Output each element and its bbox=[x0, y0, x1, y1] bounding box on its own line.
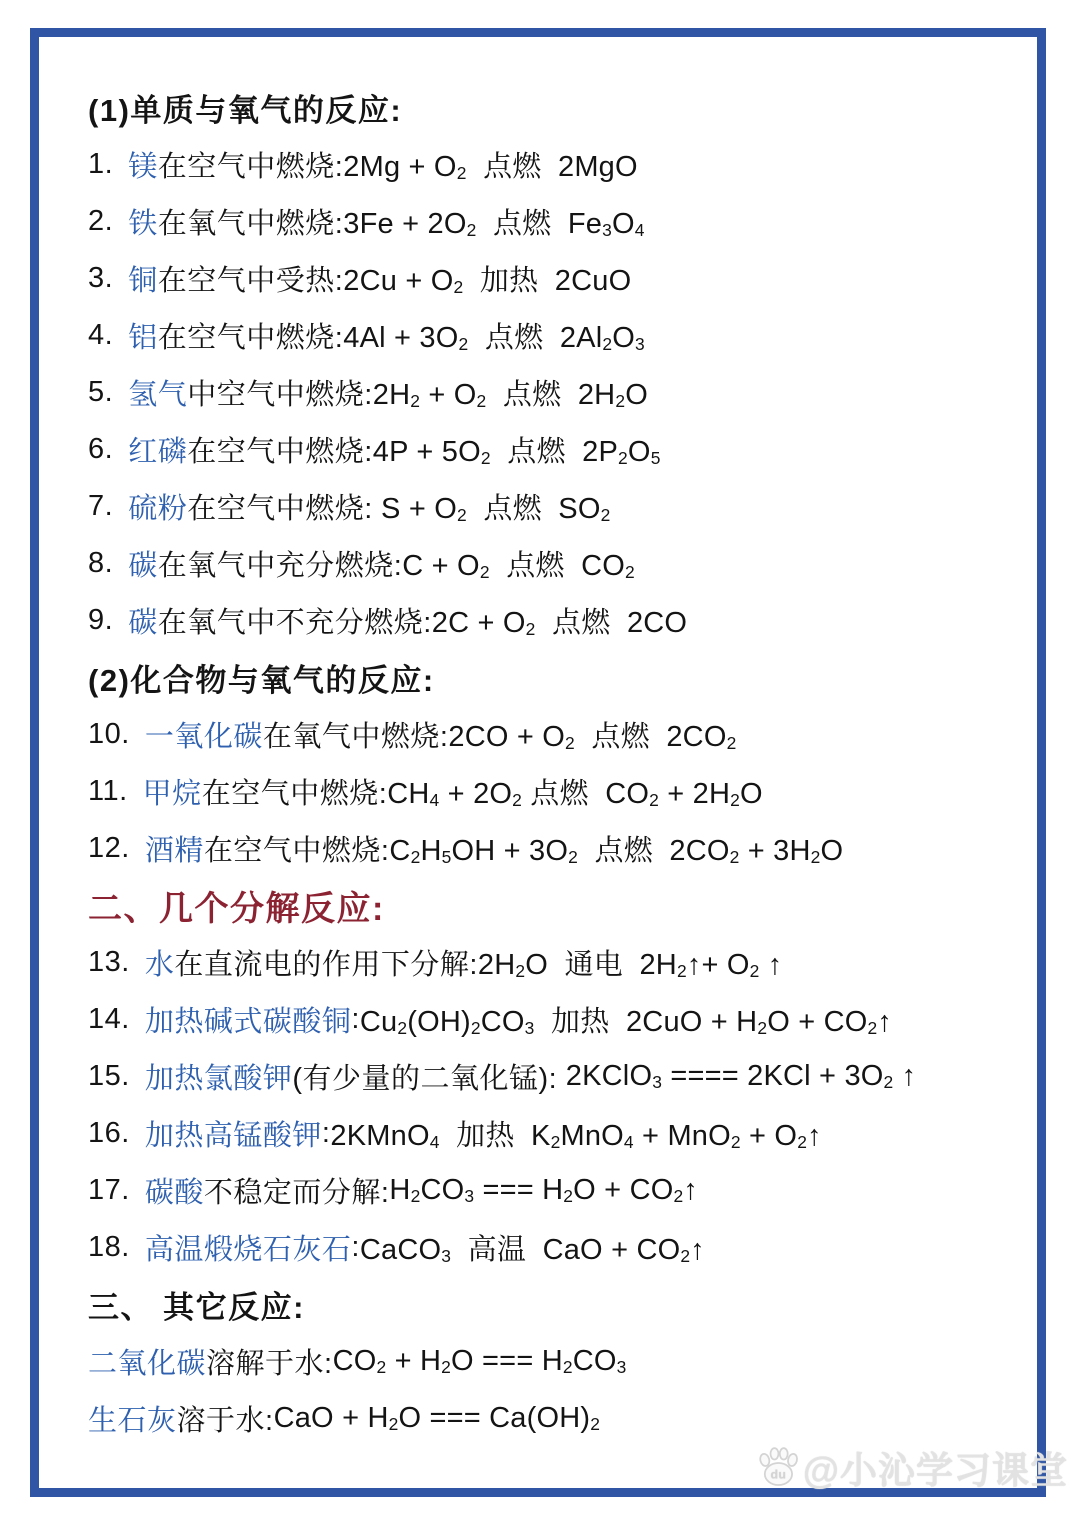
reaction-keyword: 碳 bbox=[128, 607, 158, 639]
item-number: 2. bbox=[88, 205, 114, 237]
reaction-keyword: 二氧化碳 bbox=[88, 1348, 207, 1380]
reaction-line bbox=[88, 193, 1009, 250]
reaction-line bbox=[88, 1105, 1009, 1162]
watermark-text: @小沁学习课堂 bbox=[802, 1450, 1068, 1491]
reaction-text: (有少量的二氧化锰): bbox=[292, 1063, 566, 1095]
reaction-text: : bbox=[321, 1117, 331, 1149]
reaction-text: 在空气中燃烧: bbox=[157, 322, 344, 354]
watermark bbox=[756, 1440, 1068, 1494]
item-number: 7. bbox=[88, 490, 114, 522]
item-number: 5. bbox=[88, 376, 114, 408]
reaction-line bbox=[88, 250, 1009, 307]
reaction-keyword: 加热碱式碳酸铜 bbox=[144, 1006, 352, 1038]
reaction-line bbox=[88, 1219, 1009, 1276]
reaction-text: 在氧气中燃烧: bbox=[262, 721, 449, 753]
chemical-equation: 2KMnO$_4$ 加热 $K_2MnO_4 + MnO_2$ + $O_2↑$ bbox=[330, 1120, 822, 1153]
reaction-line bbox=[88, 706, 1009, 763]
reaction-line bbox=[88, 421, 1009, 478]
section-heading: 三、 其它反应: bbox=[88, 1290, 305, 1325]
reaction-keyword: 水 bbox=[144, 949, 175, 981]
chemical-equation: $2Mg + O_2$ 点燃 2MgO bbox=[343, 151, 638, 184]
item-number: 10. bbox=[88, 718, 130, 750]
reaction-keyword: 甲烷 bbox=[142, 778, 202, 810]
reaction-text: 不稳定而分解: bbox=[203, 1177, 390, 1209]
reaction-text: 在空气中燃烧: bbox=[157, 151, 344, 183]
item-number: 1. bbox=[88, 148, 114, 180]
reaction-text: : bbox=[351, 1231, 360, 1263]
chemical-equation: $CO_2 + H_2O$ === $H_2CO_3$ bbox=[332, 1345, 627, 1378]
reaction-text: 在氧气中燃烧: bbox=[157, 208, 344, 240]
reaction-keyword: 加热高锰酸钾 bbox=[144, 1120, 322, 1152]
reaction-keyword: 氢气 bbox=[128, 379, 188, 411]
section-heading: (1)单质与氧气的反应: bbox=[88, 93, 403, 128]
item-number: 6. bbox=[88, 433, 114, 465]
chemical-equation: $Cu_2(OH)_2CO_3$ 加热 $2CuO + H_2O$ + $CO_2↑$ bbox=[359, 1006, 893, 1039]
reaction-line bbox=[88, 478, 1009, 535]
baidu-paw-icon bbox=[756, 1445, 800, 1489]
item-number: 12. bbox=[88, 832, 130, 864]
chemical-equation: $CH_4 + 2O_2$ 点燃 $CO_2 + 2H_2O$ bbox=[387, 778, 763, 811]
item-number: 13. bbox=[88, 946, 130, 978]
reaction-keyword: 生石灰 bbox=[88, 1405, 177, 1437]
item-number: 4. bbox=[88, 319, 114, 351]
reaction-keyword: 铁 bbox=[128, 208, 158, 240]
reaction-line bbox=[88, 535, 1009, 592]
chemical-equation: 2KClO$_3$ ==== $2KCl + 3O_2$ ↑ bbox=[565, 1060, 917, 1093]
chemical-equation: $4P + 5O_2$ 点燃 $2P_2O_5$ bbox=[372, 436, 661, 469]
reaction-text: 在空气中燃烧: bbox=[187, 436, 373, 468]
item-number: 17. bbox=[88, 1174, 130, 1206]
reaction-keyword: 铝 bbox=[128, 322, 158, 354]
reaction-text: 在空气中燃烧: bbox=[203, 835, 390, 867]
reaction-text: 溶于水: bbox=[176, 1405, 274, 1437]
reaction-keyword: 一氧化碳 bbox=[144, 721, 263, 753]
reaction-line bbox=[88, 307, 1009, 364]
item-number: 8. bbox=[88, 547, 114, 579]
reaction-keyword: 酒精 bbox=[144, 835, 204, 867]
reaction-line bbox=[88, 1333, 1009, 1390]
reaction-text: 中空气中燃烧: bbox=[187, 379, 373, 411]
reaction-line bbox=[88, 364, 1009, 421]
reaction-line bbox=[88, 1390, 1009, 1447]
reaction-text: 在空气中燃烧: bbox=[187, 493, 373, 525]
reaction-line bbox=[88, 820, 1009, 877]
reaction-text: 在空气中燃烧: bbox=[201, 778, 388, 810]
reaction-line bbox=[88, 991, 1009, 1048]
item-number: 3. bbox=[88, 262, 114, 294]
reaction-keyword: 红磷 bbox=[128, 436, 188, 468]
chemical-equation: $2H_2O$ 通电 $2H_2↑+ O_2$ ↑ bbox=[477, 949, 783, 982]
reaction-line bbox=[88, 763, 1009, 820]
reaction-keyword: 高温煅烧石灰石 bbox=[144, 1234, 352, 1266]
reaction-text: 在空气中受热: bbox=[157, 265, 344, 297]
reaction-text: 在直流电的作用下分解: bbox=[174, 949, 478, 981]
reaction-keyword: 硫粉 bbox=[128, 493, 188, 525]
svg-text:du: du bbox=[770, 1467, 787, 1482]
reaction-text: 在氧气中充分燃烧: bbox=[157, 550, 403, 582]
chemical-equation: $2Cu + O_2$ 加热 2CuO bbox=[343, 265, 632, 298]
chemical-equation: $2C + O_2$ 点燃 2CO bbox=[431, 607, 688, 640]
reaction-line bbox=[88, 136, 1009, 193]
reactions-list bbox=[39, 37, 1037, 1447]
reaction-text: : bbox=[351, 1003, 360, 1035]
chemical-equation: $4Al + 3O_2$ 点燃 $2Al_2O_3$ bbox=[343, 322, 645, 355]
chemical-equation: $C + O_2$ 点燃 $CO_2$ bbox=[402, 550, 635, 583]
item-number: 14. bbox=[88, 1003, 130, 1035]
reaction-keyword: 铜 bbox=[128, 265, 158, 297]
chemical-equation: CaO + $H_2O$ === $Ca(OH)_2$ bbox=[273, 1402, 601, 1435]
item-number: 16. bbox=[88, 1117, 130, 1149]
chemical-equation: CaCO$_3$ 高温 CaO + $CO_2↑$ bbox=[359, 1234, 705, 1267]
chemical-equation: $C_2H_5OH + 3O_2$ 点燃 $2CO_2 + 3H_2O$ bbox=[389, 835, 844, 868]
chemical-equation: $H_2CO_3$ === $H_2O$ + $CO_2↑$ bbox=[389, 1174, 699, 1207]
chemical-equation: $3Fe + 2O_2$ 点燃 $Fe_3O_4$ bbox=[343, 208, 645, 241]
reaction-keyword: 镁 bbox=[128, 151, 158, 183]
item-number: 11. bbox=[88, 775, 128, 807]
section-heading: 二、几个分解反应: bbox=[88, 890, 385, 928]
reaction-keyword: 加热氯酸钾 bbox=[144, 1063, 293, 1095]
reaction-line bbox=[88, 592, 1009, 649]
item-number: 15. bbox=[88, 1060, 130, 1092]
item-number: 18. bbox=[88, 1231, 130, 1263]
reaction-keyword: 碳 bbox=[128, 550, 158, 582]
reaction-text: 溶解于水: bbox=[206, 1348, 333, 1380]
section-heading: (2)化合物与氧气的反应: bbox=[88, 663, 435, 698]
reaction-line bbox=[88, 1048, 1009, 1105]
reaction-line bbox=[88, 1162, 1009, 1219]
chemical-equation: $2H_2 + O_2$ 点燃 $2H_2O$ bbox=[372, 379, 648, 412]
reaction-keyword: 碳酸 bbox=[144, 1177, 204, 1209]
item-number: 9. bbox=[88, 604, 114, 636]
chemical-equation: $2CO + O_2$ 点燃 $2CO_2$ bbox=[448, 721, 737, 754]
chemical-equation: $S + O_2$ 点燃 $SO_2$ bbox=[372, 493, 611, 526]
reaction-line bbox=[88, 934, 1009, 991]
reaction-text: 在氧气中不充分燃烧: bbox=[157, 607, 432, 639]
